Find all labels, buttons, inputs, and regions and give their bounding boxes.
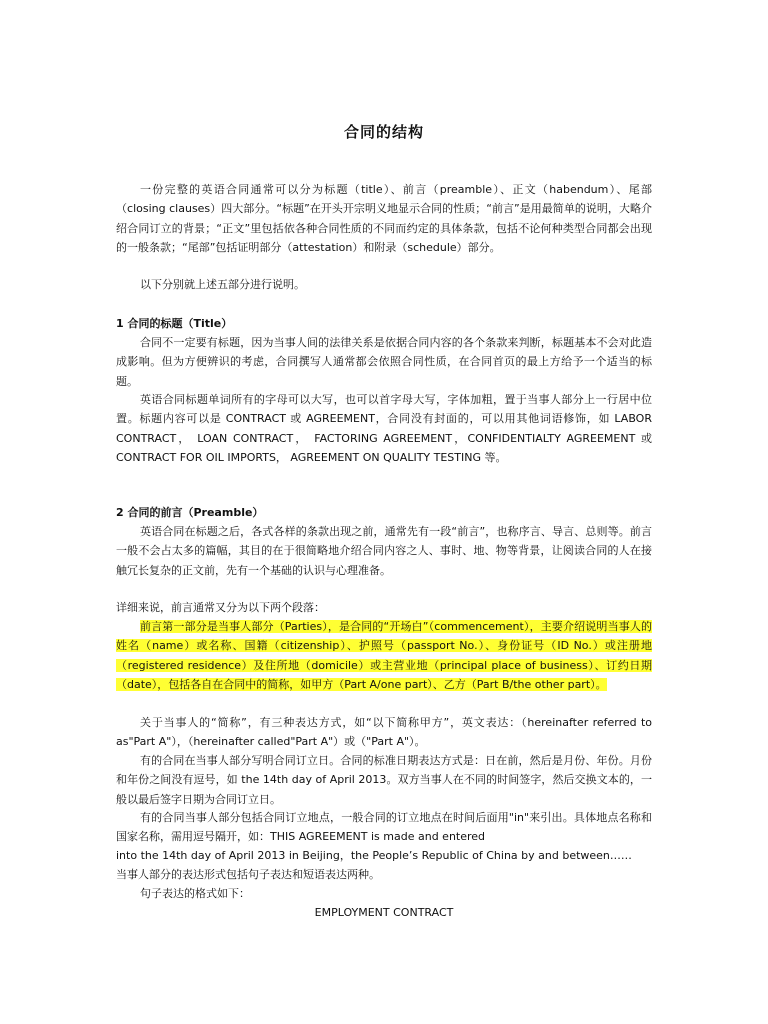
- parties-forms-line: 当事人部分的表达形式包括句子表达和短语表达两种。: [116, 868, 380, 881]
- page-title: 合同的结构: [343, 123, 424, 141]
- section-1-heading: 1 合同的标题（Title）: [116, 317, 233, 330]
- parties-highlight-paragraph: [116, 617, 652, 694]
- abbreviation-paragraph: 关于当事人的“简称”，有三种表达方式，如“以下简称甲方”，英文表达：（hereinafter referred to as"Part A"），（hereinafter called"Part A"）或（"Part A"）。: [116, 716, 652, 749]
- contract-example-title: EMPLOYMENT CONTRACT: [314, 906, 454, 919]
- section-1-paragraph-1: 合同不一定要有标题，因为当事人间的法律关系是依据合同内容的各个条款来判断，标题基本不会对此造成影响。但为方便辨识的考虑，合同撰写人通常都会依照合同性质，在合同首页的最上方给予一个适当的标题。: [116, 336, 652, 388]
- place-example-line: into the 14th day of April 2013 in Beijing，the People’s Republic of China by and between……: [116, 849, 632, 862]
- sentence-format-line: 句子表达的格式如下：: [140, 887, 250, 900]
- section-2-intro-line: 详细来说，前言通常又分为以下两个段落：: [116, 601, 325, 614]
- section-1-paragraph-2: 英语合同标题单词所有的字母可以大写，也可以首字母大写，字体加粗，置于当事人部分上一行居中位置。标题内容可以是 CONTRACT 或 AGREEMENT，合同没有封面的，可以用其他词语修饰，如 LABOR CONTRACT， LOAN CONTRACT， FACTORING AGREEMENT，CONFIDENTIALTY AGREEMENT 或 CONTRACT FOR OIL IMPORTS， AGREEMENT ON QUALITY TESTING 等。: [116, 393, 652, 464]
- section-2-paragraph-1: 英语合同在标题之后，各式各样的条款出现之前，通常先有一段“前言”，也称序言、导言、总则等。前言一般不会占太多的篇幅，其目的在于很简略地介绍合同内容之人、事时、地、物等背景，让阅读合同的人在接触冗长复杂的正文前，先有一个基础的认识与心理准备。: [116, 525, 652, 577]
- intro-paragraph: 一份完整的英语合同通常可以分为标题（title）、前言（preamble）、正文（habendum）、尾部（closing clauses）四大部分。“标题”在开头开宗明义地显示合同的性质；“前言”是用最简单的说明，大略介绍合同订立的背景；“正文”里包括依各种合同性质的不同而约定的具体条款，包括不论何种类型合同都会出现的一般条款；“尾部”包括证明部分（attestation）和附录（schedule）部分。: [116, 183, 652, 254]
- place-paragraph: 有的合同当事人部分包括合同订立地点，一般合同的订立地点在时间后面用"in"来引出。具体地点名称和国家名称，需用逗号隔开，如：THIS AGREEMENT is made and entered: [116, 811, 652, 844]
- section-2-heading: 2 合同的前言（Preamble）: [116, 506, 264, 519]
- date-paragraph: 有的合同在当事人部分写明合同订立日。合同的标准日期表达方式是：日在前，然后是月份、年份。月份和年份之间没有逗号，如 the 14th day of April 2013。双方当事人在不同的时间签字，然后交换文本的，一般以最后签字日期为合同订立日。: [116, 754, 652, 806]
- intro-summary: 以下分别就上述五部分进行说明。: [140, 278, 305, 291]
- highlighted-text: 前言第一部分是当事人部分（Parties），是合同的“开场白”（commencement），主要介绍说明当事人的姓名（name）或名称、国籍（citizenship）、护照号（passport No.）、身份证号（ID No.）或注册地（registered residence）及住所地（domicile）或主营业地（principal place of business）、订约日期（date），包括各自在合同中的简称，如甲方（Part A/one part）、乙方（Part B/the other part）。: [116, 620, 652, 691]
